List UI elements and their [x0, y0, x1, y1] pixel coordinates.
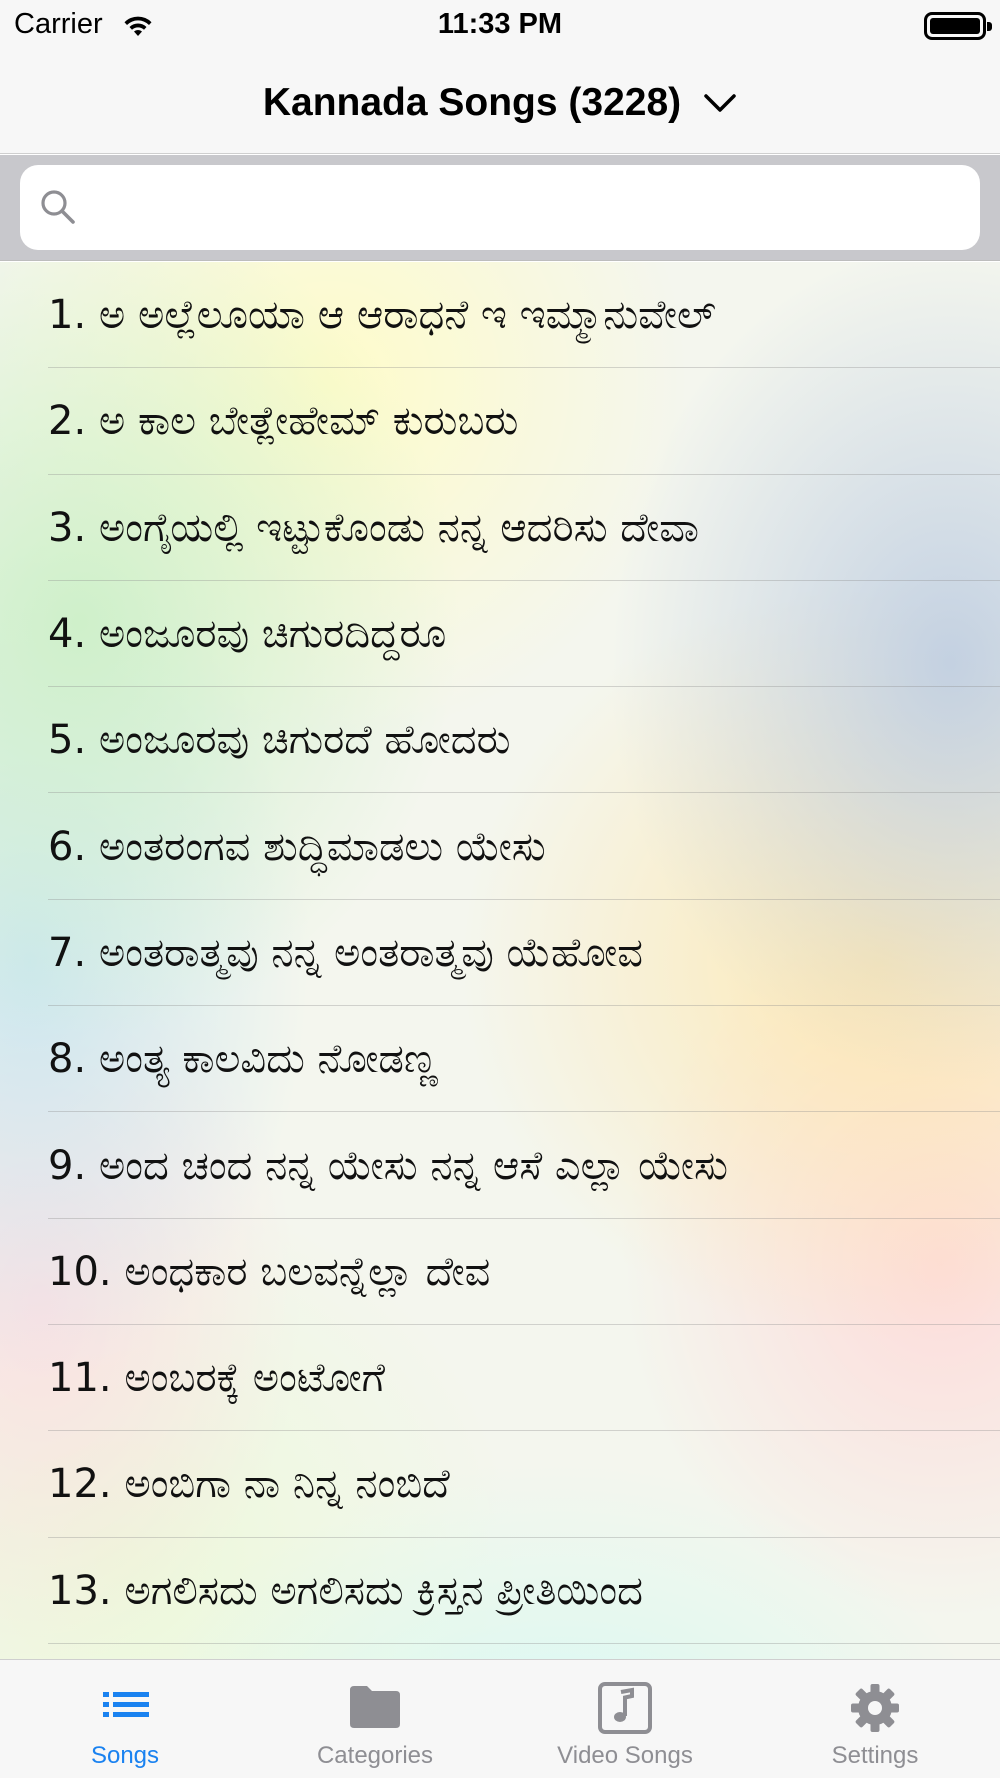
list-item[interactable]	[0, 900, 1000, 1006]
list-item[interactable]	[0, 1006, 1000, 1112]
song-title: 12. ಅಂಬಿಗಾ ನಾ ನಿನ್ನ ನಂಬಿದೆ	[48, 1461, 450, 1508]
search-input[interactable]	[92, 165, 962, 250]
status-bar	[0, 0, 1000, 52]
clock: 11:33 PM	[437, 8, 563, 40]
list-item[interactable]	[0, 1219, 1000, 1325]
list-item[interactable]	[0, 793, 1000, 899]
page-title[interactable]: Kannada Songs (3228)	[262, 80, 682, 124]
battery-icon	[924, 12, 986, 40]
tab-label: Categories	[316, 1742, 434, 1769]
list-item[interactable]	[0, 368, 1000, 474]
search-field[interactable]	[20, 165, 980, 250]
chevron-down-icon[interactable]	[703, 93, 737, 113]
song-title: 9. ಅಂದ ಚಂದ ನನ್ನ ಯೇಸು ನನ್ನ ಆಸೆ ಎಲ್ಲಾ ಯೇಸು	[48, 1142, 729, 1189]
navigation-bar	[0, 52, 1000, 154]
tab-settings[interactable]	[750, 1660, 1000, 1778]
list-item[interactable]	[0, 1112, 1000, 1218]
song-title: 7. ಅಂತರಾತ್ಮವು ನನ್ನ ಅಂತರಾತ್ಮವು ಯೆಹೋವ	[48, 929, 643, 976]
song-title: 8. ಅಂತ್ಯ ಕಾಲವಿದು ನೋಡಣ್ಣ	[48, 1036, 438, 1083]
song-title: 6. ಅಂತರಂಗವ ಶುದ್ಧಿಮಾಡಲು ಯೇಸು	[48, 823, 546, 870]
list-icon	[95, 1682, 155, 1734]
tab-video-songs[interactable]	[500, 1660, 750, 1778]
song-title: 2. ಅ ಕಾಲ ಬೇತ್ಲೇಹೇಮ್ ಕುರುಬರು	[48, 398, 519, 445]
list-item[interactable]	[0, 475, 1000, 581]
song-title: 1. ಅ ಅಲ್ಲೆಲೂಯಾ ಆ ಆರಾಧನೆ ಇ ಇಮ್ಮಾನುವೇಲ್	[48, 292, 716, 339]
tab-label: Settings	[831, 1742, 919, 1769]
folder-icon	[345, 1682, 405, 1734]
list-item[interactable]	[0, 581, 1000, 687]
song-list	[0, 262, 1000, 1660]
list-item[interactable]	[0, 1538, 1000, 1644]
song-title: 13. ಅಗಲಿಸದು ಅಗಲಿಸದು ಕ್ರಿಸ್ತನ ಪ್ರೀತಿಯಿಂದ	[48, 1567, 643, 1614]
search-icon	[38, 187, 78, 227]
song-title: 4. ಅಂಜೂರವು ಚಿಗುರದಿದ್ದರೂ	[48, 611, 447, 658]
song-title: 11. ಅಂಬರಕ್ಕೆ ಅಂಟೋಗೆ	[48, 1355, 385, 1402]
song-title: 5. ಅಂಜೂರವು ಚಿಗುರದೆ ಹೋದರು	[48, 717, 511, 764]
tab-bar	[0, 1659, 1000, 1778]
list-item[interactable]	[0, 262, 1000, 368]
tab-label: Songs	[90, 1742, 160, 1769]
carrier-label: Carrier	[14, 8, 103, 40]
song-title: 10. ಅಂಧಕಾರ ಬಲವನ್ನೆಲ್ಲಾ ದೇವ	[48, 1248, 491, 1295]
music-note-icon	[595, 1682, 655, 1734]
tab-songs[interactable]	[0, 1660, 250, 1778]
tab-label: Video Songs	[557, 1742, 693, 1769]
list-item[interactable]	[0, 687, 1000, 793]
song-title: 3. ಅಂಗೈಯಲ್ಲಿ ಇಟ್ಟುಕೊಂಡು ನನ್ನ ಆದರಿಸು ದೇವಾ	[48, 504, 700, 551]
list-item[interactable]	[0, 1325, 1000, 1431]
gear-icon	[845, 1682, 905, 1734]
tab-categories[interactable]	[250, 1660, 500, 1778]
list-item[interactable]	[0, 1431, 1000, 1537]
search-bar	[0, 155, 1000, 261]
